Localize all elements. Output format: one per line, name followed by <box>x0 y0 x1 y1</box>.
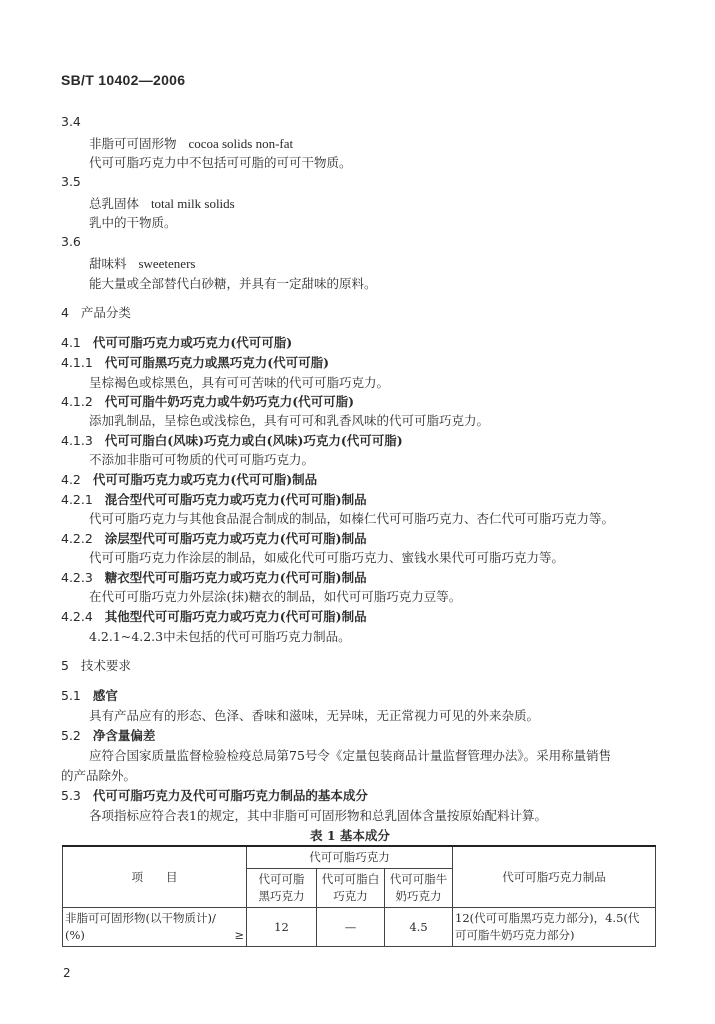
term-heading: 总乳固体 total milk solids <box>89 196 235 211</box>
term-definition: 乳中的干物质。 <box>89 215 177 230</box>
term-english: cocoa solids non-fat <box>188 136 294 151</box>
paragraph: 代可可脂巧克力作涂层的制品，如威化代可可脂巧克力、蜜钱水果代可可脂巧克力等。 <box>89 550 565 565</box>
paragraph: 添加乳制品，呈棕色或浅棕色，具有可可和乳香风味的代可可脂巧克力。 <box>89 413 490 428</box>
section-heading: 5.2 净含量偏差 <box>61 728 156 743</box>
subsection-heading: 4.2.2 涂层型代可可脂巧克力或巧克力(代可可脂)制品 <box>61 531 367 546</box>
chapter-heading: 4 产品分类 <box>61 305 131 320</box>
subheader-white: 代可可脂白 巧克力 <box>317 869 385 908</box>
section-heading: 5.1 感官 <box>61 688 118 703</box>
column-header-product: 代可可脂巧克力制品 <box>453 846 656 908</box>
cell-value: 4.5 <box>385 908 453 947</box>
standard-code: SB/T 10402—2006 <box>61 72 186 88</box>
paragraph: 4.2.1~4.2.3中未包括的代可可脂巧克力制品。 <box>89 629 351 644</box>
section-heading: 4.2 代可可脂巧克力或巧克力(代可可脂)制品 <box>61 472 318 487</box>
cell-value: — <box>317 908 385 947</box>
cell-value: 12 <box>247 908 317 947</box>
term-english: sweeteners <box>138 256 196 271</box>
paragraph: 各项指标应符合表1的规定，其中非脂可可固形物和总乳固体含量按原始配料计算。 <box>89 808 547 823</box>
ge-symbol: ≥ <box>234 928 244 942</box>
subsection-heading: 4.1.3 代可可脂白(风味)巧克力或白(风味)巧克力(代可可脂) <box>61 433 403 448</box>
section-heading: 4.1 代可可脂巧克力或巧克力(代可可脂) <box>61 335 293 350</box>
term-english: total milk solids <box>150 196 235 211</box>
paragraph-continuation: 的产品除外。 <box>61 768 137 783</box>
section-number: 3.4 <box>61 114 81 129</box>
row-label: 非脂可可固形物(以干物质计)/ (%) ≥ <box>63 908 247 947</box>
subsection-heading: 4.1.2 代可可脂牛奶巧克力或牛奶巧克力(代可可脂) <box>61 394 355 409</box>
section-number: 3.6 <box>61 234 81 249</box>
section-heading: 5.3 代可可脂巧克力及代可可脂巧克力制品的基本成分 <box>61 788 368 803</box>
subsection-heading: 4.2.4 其他型代可可脂巧克力或巧克力(代可可脂)制品 <box>61 609 367 624</box>
subsection-heading: 4.2.1 混合型代可可脂巧克力或巧克力(代可可脂)制品 <box>61 492 367 507</box>
table-header-row <box>63 846 656 869</box>
paragraph: 代可可脂巧克力与其他食品混合制成的制品，如榛仁代可可脂巧克力、杏仁代可可脂巧克力等。 <box>89 511 615 526</box>
term-definition: 代可可脂巧克力中不包括可可脂的可可干物质。 <box>89 155 352 170</box>
column-group-header: 代可可脂巧克力 <box>247 846 453 869</box>
paragraph: 在代可可脂巧克力外层涂(抹)糖衣的制品，如代可可脂巧克力豆等。 <box>89 589 462 604</box>
term-definition: 能大量或全部替代白砂糖，并具有一定甜味的原料。 <box>89 276 377 291</box>
subsection-heading: 4.1.1 代可可脂黑巧克力或黑巧克力(代可可脂) <box>61 355 330 370</box>
section-number: 3.5 <box>61 174 81 189</box>
table-row <box>63 908 656 947</box>
term-heading: 甜味料 sweeteners <box>89 256 196 271</box>
subsection-heading: 4.2.3 糖衣型代可可脂巧克力或巧克力(代可可脂)制品 <box>61 570 367 585</box>
subheader-dark: 代可可脂 黑巧克力 <box>247 869 317 908</box>
paragraph: 呈棕褐色或棕黑色，具有可可苦味的代可可脂巧克力。 <box>89 375 390 390</box>
table-title: 表 1 基本成分 <box>310 828 390 843</box>
basic-composition-table <box>62 845 656 947</box>
term-heading: 非脂可可固形物 cocoa solids non-fat <box>89 136 294 151</box>
chapter-heading: 5 技术要求 <box>61 658 131 673</box>
page-number: 2 <box>63 966 71 980</box>
column-header-item: 项 目 <box>63 846 247 908</box>
subheader-milk: 代可可脂牛 奶巧克力 <box>385 869 453 908</box>
cell-value: 12(代可可脂黑巧克力部分)，4.5(代 可可脂牛奶巧克力部分) <box>453 908 656 947</box>
paragraph: 应符合国家质量监督检验检疫总局第75号令《定量包装商品计量监督管理办法》。采用称量销售 <box>89 748 612 763</box>
paragraph: 具有产品应有的形态、色泽、香味和滋味，无异味，无正常视力可见的外来杂质。 <box>89 708 540 723</box>
paragraph: 不添加非脂可可物质的代可可脂巧克力。 <box>89 452 315 467</box>
